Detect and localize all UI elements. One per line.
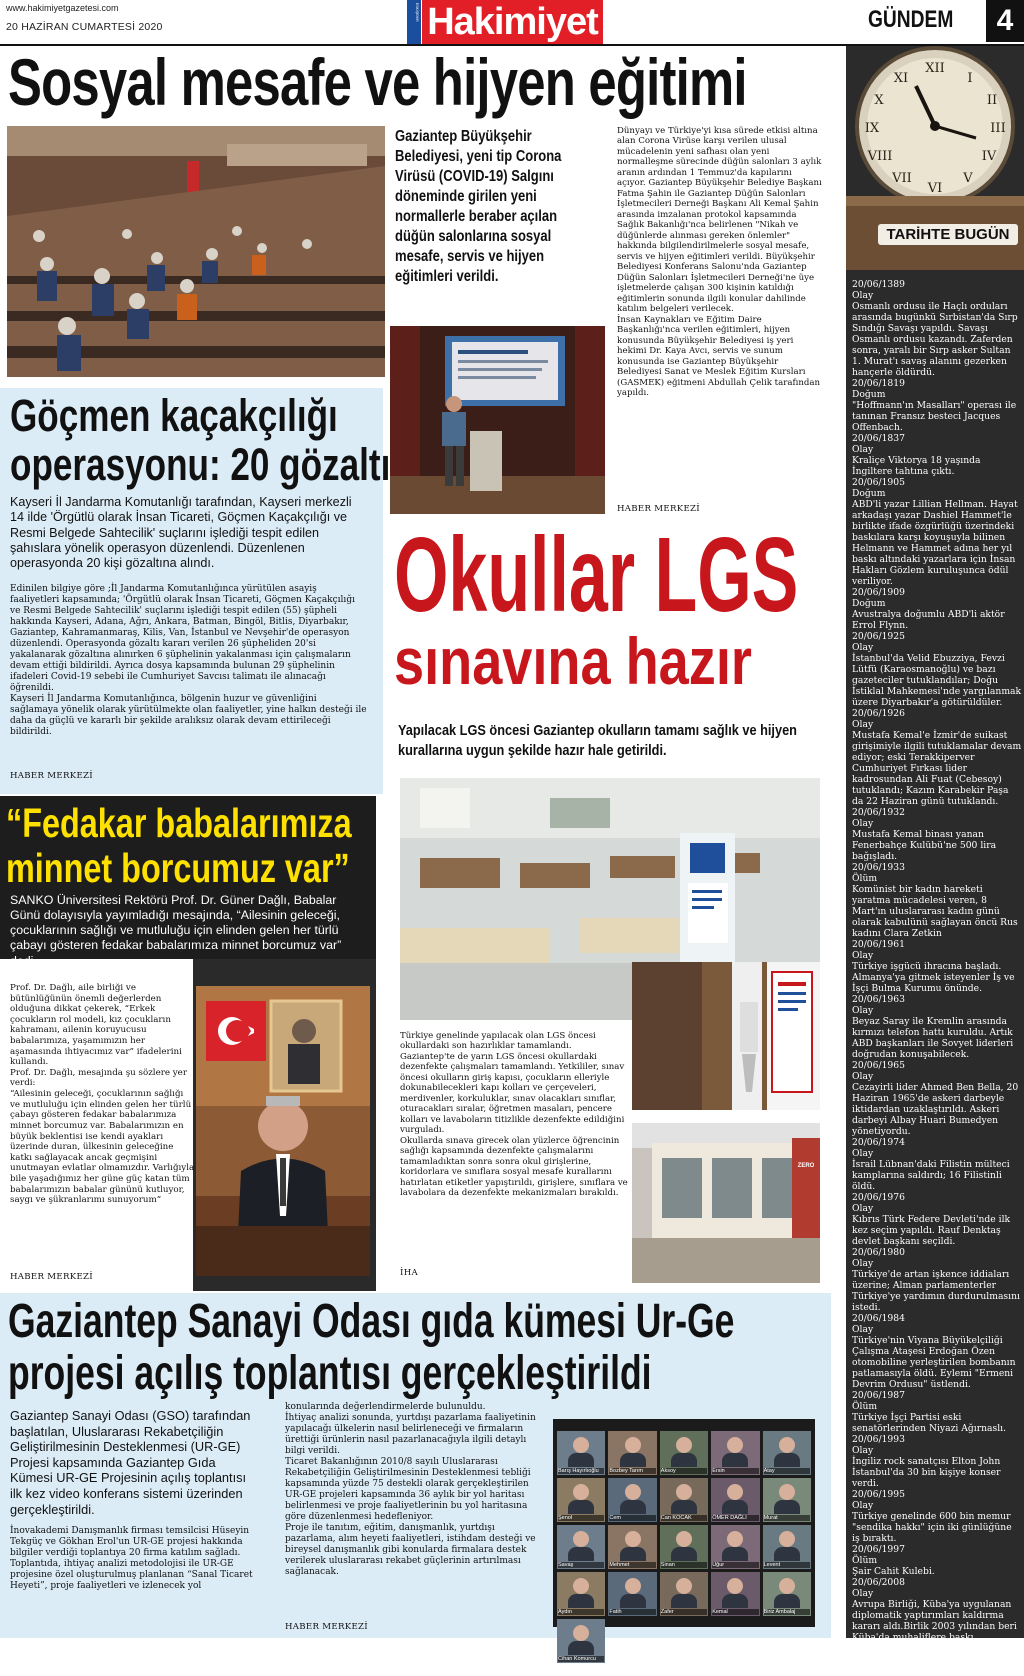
gso-body-left: İnovakademi Danışmanlık firması temsilcisi Hüseyin Tekgüç ve Gökhan Erol'un UR-GE projesi hakkında bilgiler verdiği toplantıya 20 firma katılım sağladı. Toplantıda, ihtiyaç analizi metodolojisi ile UR-GE projesine özel oluşturulmuş planlanan “Sanal Ticaret Heyeti”, proje faaliyetleri ve izlenecek yol bbox=[10, 1526, 253, 1591]
participant-body bbox=[774, 1453, 800, 1467]
history-entry-date: 20/06/1995 bbox=[852, 1489, 905, 1500]
logo-small-text: ESKİŞEHİR bbox=[415, 3, 419, 22]
sosyal-headline: Sosyal mesafe ve hijyen eğitimi bbox=[8, 45, 747, 119]
participant-name: Murat bbox=[764, 1515, 810, 1521]
gocmen-headline-1: Göçmen kaçakçılığı bbox=[10, 390, 338, 441]
history-entry-text: Türkiye işgücü ihracına başladı. Almanya'ya gitmek isteyenler İş ve İşçi Bulma Kurumu önünde. bbox=[852, 961, 1015, 994]
history-entry bbox=[852, 631, 1022, 708]
participant-body bbox=[620, 1594, 646, 1608]
participant-avatar bbox=[573, 1625, 589, 1641]
history-entry bbox=[852, 1192, 1022, 1247]
history-entry-type: Olay bbox=[852, 290, 874, 301]
history-entry-type: Olay bbox=[852, 1258, 874, 1269]
participant-avatar bbox=[573, 1578, 589, 1594]
logo-wordmark: Hakimiyet bbox=[422, 0, 603, 44]
history-entry bbox=[852, 279, 1022, 378]
history-entry-text: Türkiye genelinde 600 bin memur "sendika hakkı" için iki günlüğüne iş bıraktı. bbox=[852, 1511, 1012, 1544]
history-entry-text: İsrail Lübnan'daki Filistin mülteci kamplarına saldırdı; 16 Filistinli öldü. bbox=[852, 1159, 1010, 1192]
svg-text:I: I bbox=[967, 71, 973, 86]
masthead-logo bbox=[407, 0, 603, 44]
participant-name: Levent bbox=[764, 1562, 810, 1568]
history-entry-date: 20/06/1819 bbox=[852, 378, 905, 389]
svg-text:XII: XII bbox=[925, 61, 945, 76]
participant-name: Bozbey Tarım bbox=[609, 1468, 655, 1474]
participant-name: Aydın bbox=[558, 1609, 604, 1615]
participant-body bbox=[620, 1500, 646, 1514]
history-entry bbox=[852, 1247, 1022, 1313]
participant-body bbox=[568, 1594, 594, 1608]
history-entry-text: Cezayirli lider Ahmed Ben Bella, 20 Haziran 1965'de askeri darbeyle iktidardan uzaklaştırıldı. Askeri darbeyi Albay Huari Bumedyen yönetiyordu. bbox=[852, 1082, 1019, 1137]
history-entry bbox=[852, 708, 1022, 807]
sanitizer-illustration bbox=[632, 962, 820, 1110]
history-entry-text: Osmanlı ordusu ile Haçlı orduları arasında bugünkü Sırbistan'da Sırp Sındığı Savaşı yapıldı. Savaşı Osmanlı ordusu kazandı. Zaferden sonra, yaralı bir Sırp asker Sultan 1. Murat'ı savaş alanını gezerken hançerle öldürdü. bbox=[852, 301, 1018, 378]
participant-body bbox=[774, 1500, 800, 1514]
participant-name: Şenol bbox=[558, 1515, 604, 1521]
participant-avatar bbox=[779, 1578, 795, 1594]
entrance-sign-text: ZERO bbox=[797, 1163, 815, 1169]
history-entry-type: Olay bbox=[852, 950, 874, 961]
video-tile bbox=[763, 1572, 811, 1616]
history-entry-type: Olay bbox=[852, 444, 874, 455]
history-entry-date: 20/06/1997 bbox=[852, 1544, 905, 1555]
participant-name: Aksoy bbox=[661, 1468, 707, 1474]
sosyal-byline: HABER MERKEZİ bbox=[617, 504, 700, 514]
participant-body bbox=[671, 1500, 697, 1514]
history-entry-text: Beyaz Saray ile Kremlin arasında kırmızı telefon hattı kuruldu. Artık ABD başkanları ile Sovyet liderleri doğrudan konuşabilecek. bbox=[852, 1016, 1014, 1060]
participant-name: Kemal bbox=[712, 1609, 758, 1615]
history-entry bbox=[852, 1137, 1022, 1192]
lgs-headline-1: Okullar LGS bbox=[394, 516, 799, 634]
history-entry-date: 20/06/1984 bbox=[852, 1313, 905, 1324]
history-entry-text: Avrupa Birliği, Küba'ya uygulanan diplomatik yaptırımları kaldırma kararı aldı.Birlik 2003 yılından beri Küba'da muhaliflere baskı uygulandığı gerekçesiyle Küba'ya ekonomik ve siyasi yaptırım uyguluyordu. bbox=[852, 1599, 1017, 1676]
participant-body bbox=[722, 1547, 748, 1561]
gocmen-lead: Kayseri İl Jandarma Komutanlığı tarafından, Kayseri merkezli 14 ilde 'Örgütlü olarak İnsan Ticareti, Göçmen Kaçakçılığı ve Resmi Belgede Sahtecilik' suçlarını işlediği tespit edilen şahıslara yönelik operasyon düzenlendi. Düzenlenen operasyonda 20 kişi gözaltına alındı. bbox=[10, 495, 352, 571]
participant-avatar bbox=[573, 1437, 589, 1453]
page-number: 4 bbox=[986, 0, 1024, 42]
history-entry-date: 20/06/1976 bbox=[852, 1192, 905, 1203]
history-entry bbox=[852, 1060, 1022, 1137]
history-entry bbox=[852, 1544, 1022, 1577]
participant-name: Fatih bbox=[609, 1609, 655, 1615]
svg-text:VIII: VIII bbox=[867, 149, 893, 164]
history-entry-text: Şair Cahit Kulebi. bbox=[852, 1566, 935, 1577]
svg-text:VII: VII bbox=[892, 171, 912, 186]
history-entry bbox=[852, 587, 1022, 631]
entrance-illustration bbox=[632, 1123, 820, 1283]
participant-name: Savaş bbox=[558, 1562, 604, 1568]
participant-name: Cihan Komurcu bbox=[558, 1656, 604, 1662]
svg-text:VI: VI bbox=[927, 181, 943, 196]
video-tile bbox=[711, 1525, 759, 1569]
participant-body bbox=[722, 1453, 748, 1467]
history-entry bbox=[852, 433, 1022, 477]
fedakar-headline-1: “Fedakar babalarımıza bbox=[6, 800, 352, 846]
history-entry-date: 20/06/1987 bbox=[852, 1390, 905, 1401]
history-entry-date: 20/06/1389 bbox=[852, 279, 905, 290]
participant-body bbox=[722, 1500, 748, 1514]
history-entry bbox=[852, 1434, 1022, 1489]
participant-avatar bbox=[779, 1437, 795, 1453]
participant-avatar bbox=[727, 1531, 743, 1547]
history-entry-type: Olay bbox=[852, 1148, 874, 1159]
fedakar-body: Prof. Dr. Dağlı, aile birliği ve bütünlüğünün önemli değerlerden olduğuna dikkat çekerek, “Erkek çocukların rol modeli, kız çocukların kahramanı, ailenin koruyucusu babalarımıza, yaşamımızın her aşamasında ihtiyacımız var” ifadelerini kullandı. Prof. Dr. Dağlı, mesajında şu sözlere yer verdi: “Ailesinin geleceği, çocuklarının sağlığı ve mutluluğu için elinden gelen her türlü çabayı gösteren fedakar babalarımıza minnet borcumuz var. Babalarımızın en büyük beklentisi ise kendi ayakları üzerinde duran, ülkesinin geleceğine katkı sağlayacak ancak geçmişini unutmayan evlatlar olmamızdır. Varlığıyla bile yaşadığımız her güne güç katan tüm babalarımızın babalar gününü kutluyor, saygı ve şükranlarımı sunuyorum” bbox=[10, 983, 195, 1206]
video-tile bbox=[763, 1478, 811, 1522]
participant-body bbox=[568, 1641, 594, 1655]
participant-name: ÖMER DAĞLI bbox=[712, 1515, 758, 1521]
video-tile bbox=[763, 1431, 811, 1475]
history-entry-text: İngiliz rock sanatçısı Elton John İstanbul'da 30 bin kişiye konser verdi. bbox=[852, 1456, 1001, 1489]
history-entry bbox=[852, 994, 1022, 1060]
history-entry-date: 20/06/1980 bbox=[852, 1247, 905, 1258]
video-conference-grid bbox=[557, 1431, 811, 1662]
svg-text:III: III bbox=[990, 121, 1006, 136]
video-tile bbox=[608, 1525, 656, 1569]
participant-body bbox=[620, 1453, 646, 1467]
history-entry-text: Kraliçe Viktorya 18 yaşında İngiltere tahtına çıktı. bbox=[852, 455, 981, 477]
sosyal-body: Dünyayı ve Türkiye'yi kısa sürede etkisi altına alan Corona Virüse karşı verilen ulusal mücadelenin yeni safhası olan yeni normalleşme sürecinde düğün salonları 3 aylık aranın ardından 1 Temmuz'da kapılarını açıyor. Gaziantep Büyükşehir Belediye Başkanı Fatma Şahin ile Gaziantep Düğün Salonları İşletmecileri Derneği Başkanı Ali Kemal Şahin arasında imzalanan protokol kapsamında Sağlık Bakanlığı'nca belirlenen "Nikah ve düğünlerde alınması gereken önlemler" hakkında bilgilendirilmelerle sosyal mesafe, servis ve hijyen eğitimleri verildi. Büyükşehir Belediyesi Konferans Salonu'nda Gaziantep Düğün Salonları İşletmecileri Derneği'ne üye işletmelerde çalışan 300 kişinin katıldığı eğitimlerin sonunda ilgili konular dahilinde katılım belgeleri verilecek. İnsan Kaynakları ve Eğitim Daire Başkanlığı'nca verilen eğitimleri, hijyen konusunda Büyükşehir Belediyesi iş yeri hekimi Dr. Kaya Avcı, servis ve sunum konusunda ise Gaziantep Büyükşehir Belediyesi Sanat ve Meslek Eğitim Kursları (GASMEK) eğitmeni Abdullah Çelik tarafından yapıldı. bbox=[617, 126, 822, 399]
lgs-body: Türkiye genelinde yapılacak olan LGS öncesi okullardaki son hazırlıklar tamamlandı. Gaziantep'te de yarın LGS öncesi okullardaki dezenfekte çalışmaları tamamlandı. Yetkililer, sınav öncesi okulların giriş kapısı, çocukların elleriyle dokunabilecekleri kapı kolları ve çerçeveleri, merdivenler, korkuluklar, sınav olacakları sınıflar, oturacakları sıralar, öğretmen masaları, pencere kolları ve lavaboların titizlikle dezenfekte edildiğini vurguladı. Okullarda sınava girecek olan yüzlerce öğrencinin sağlığı kapsamında dezenfekte çalışmalarını tamamladıktan sonra sonra okul girişlerine, koridorlara ve sınıflara sosyal mesafe kurallarını hatırlatan etiketler yapıştırıldı, girişlere, sınıflara ve lavabolara da dezenfekte mekanizmaları bırakıldı. bbox=[400, 1031, 628, 1199]
history-entry bbox=[852, 1577, 1022, 1676]
participant-avatar bbox=[727, 1484, 743, 1500]
history-entry-type: Doğum bbox=[852, 488, 886, 499]
section-label: GÜNDEM bbox=[868, 6, 954, 33]
participant-avatar bbox=[676, 1484, 692, 1500]
participant-body bbox=[568, 1547, 594, 1561]
history-entry-date: 20/06/1925 bbox=[852, 631, 905, 642]
video-conference-photo bbox=[553, 1419, 815, 1662]
video-tile bbox=[557, 1572, 605, 1616]
video-tile bbox=[557, 1525, 605, 1569]
gocmen-byline: HABER MERKEZİ bbox=[10, 771, 93, 781]
history-entry-date: 20/06/1837 bbox=[852, 433, 905, 444]
gso-body-right: konularında değerlendirmelerde bulunuldu. İhtiyaç analizi sonunda, yurtdışı pazarlama faaliyetinin yapılacağı ülkelerin nasıl belirleneceği ve firmaların ürettiği ürünlerin nasıl pazarlanacağıyla ilgili detaylı bilgi verildi. Ticaret Bakanlığının 2010/8 sayılı Uluslararası Rekabetçiliğin Geliştirilmesinin Desteklenmesi tebliği kapsamında yüzde 75 destekli olarak gerçekleştirilen UR-GE projeleri kapsamında 36 aylık bir yol haritası belirlenmesi ve proje faaliyetlerinin bu yol haritasına göre düzenlenmesi hedefleniyor. Proje ile tanıtım, eğitim, danışmanlık, yurtdışı pazarlama, alım heyeti faaliyetleri, istihdam desteği ve bireysel danışmanlık gibi konularda firmalara destek verilerek uluslararası rekabet güçlerinin artırılması sağlanacak. bbox=[285, 1402, 536, 1577]
participant-body bbox=[774, 1547, 800, 1561]
history-entry-text: Türkiye'de artan işkence iddiaları üzerine; Alman parlamenterler Türkiye'ye yardımın durdurulmasını istedi. bbox=[852, 1269, 1020, 1313]
gocmen-body: Edinilen bilgiye göre ;İl Jandarma Komutanlığınca yürütülen asayiş faaliyetleri kapsamında; 'Örgütlü olarak İnsan Ticareti, Göçmen Kaçakçılığı ve Resmi Belgede Sahtecilik' suçlarını işlediği tespit edilen (55) şüpheli hakkında Kayseri, Adana, Ağrı, Ankara, Batman, Bingöl, Bitlis, Diyarbakır, Gaziantep, Kahramanmaraş, Kilis, Van, İstanbul ve Nevşehir'de operasyon düzenlendi. Operasyonda gözaltı kararı verilen 26 şüpheliden 20'si yakalanarak gözaltına alınırken 6 şüphelinin yakalanması için çalışmaların devam ettiği bildirildi. Ayrıca dosya kapsamında bulunan 29 şüphelinin ifadeleri Covid-19 sebebi ile Cumhuriyet Savcısı talimatı ile alınacağı öğrenildi. Kayseri İl Jandarma Komutanlığınca, bölgenin huzur ve güvenliğini sağlamaya yönelik olarak yürütülmekte olan faaliyetler, yine halkın desteği ile daha da güçlü ve kararlı bir şekilde aralıksız olarak devam ettirileceği bildirildi. bbox=[10, 584, 367, 737]
history-entry-type: Ölüm bbox=[852, 1555, 878, 1566]
history-entry-type: Doğum bbox=[852, 389, 886, 400]
history-entry-text: "Hoffmann'ın Masalları" operası ile tanınan Fransız besteci Jacques Offenbach. bbox=[852, 400, 1017, 433]
participant-name: Can KOCAK bbox=[661, 1515, 707, 1521]
svg-text:IV: IV bbox=[981, 149, 997, 164]
participant-avatar bbox=[625, 1578, 641, 1594]
video-tile bbox=[608, 1478, 656, 1522]
svg-text:IX: IX bbox=[864, 121, 880, 136]
history-entry-date: 20/06/1926 bbox=[852, 708, 905, 719]
participant-avatar bbox=[625, 1437, 641, 1453]
lgs-byline: İHA bbox=[400, 1268, 418, 1278]
hand-sanitizer-photo bbox=[632, 962, 820, 1110]
participant-body bbox=[620, 1547, 646, 1561]
participant-body bbox=[568, 1453, 594, 1467]
history-entry bbox=[852, 1489, 1022, 1544]
participant-avatar bbox=[727, 1437, 743, 1453]
history-entry-date: 20/06/1909 bbox=[852, 587, 905, 598]
history-entry-type: Olay bbox=[852, 1005, 874, 1016]
history-entry-date: 20/06/1993 bbox=[852, 1434, 905, 1445]
participant-name: Biriz Ambalaj bbox=[764, 1609, 810, 1615]
participant-avatar bbox=[625, 1531, 641, 1547]
video-tile bbox=[660, 1525, 708, 1569]
history-entry-type: Olay bbox=[852, 818, 874, 829]
history-entry bbox=[852, 378, 1022, 433]
history-entry-date: 20/06/1932 bbox=[852, 807, 905, 818]
participant-name: Uğur bbox=[712, 1562, 758, 1568]
participant-avatar bbox=[779, 1531, 795, 1547]
history-entry-text: Türkiye'nin Viyana Büyükelçiliği Çalışma Ataşesi Erdoğan Özen otomobiline yerleştirilen bombanın patlamasıyla öldü. Eylemi "Ermeni Devrim Ordusu" üstlendi. bbox=[852, 1335, 1016, 1390]
gso-byline: HABER MERKEZİ bbox=[285, 1622, 368, 1632]
video-tile bbox=[711, 1572, 759, 1616]
tarihte-bugun-label: TARİHTE BUGÜN bbox=[878, 224, 1018, 245]
participant-name: Cem bbox=[609, 1515, 655, 1521]
history-entry-date: 20/06/1905 bbox=[852, 477, 905, 488]
sosyal-deck: Gaziantep Büyükşehir Belediyesi, yeni tip Corona Virüsü (COVID-19) Salgını döneminde girilen yeni normallerle beraber açılan düğün salonlarına sosyal mesafe, servis ve hijyen eğitimleri verildi. bbox=[395, 128, 562, 285]
gso-headline-1: Gaziantep Sanayi Odası gıda kümesi Ur-Ge bbox=[8, 1295, 735, 1348]
history-entry-text: Mustafa Kemal binası yanan Fenerbahçe Kulübü'ne 500 lira bağışladı. bbox=[852, 829, 997, 862]
rector-illustration bbox=[196, 986, 370, 1276]
history-entry-date: 20/06/1961 bbox=[852, 939, 905, 950]
participant-avatar bbox=[625, 1484, 641, 1500]
participant-avatar bbox=[727, 1578, 743, 1594]
history-entry-date: 20/06/1963 bbox=[852, 994, 905, 1005]
history-entry-type: Olay bbox=[852, 1445, 874, 1456]
history-entry bbox=[852, 862, 1022, 939]
participant-name: Mehmet bbox=[609, 1562, 655, 1568]
participant-name: Atay bbox=[764, 1468, 810, 1474]
fedakar-byline: HABER MERKEZİ bbox=[10, 1272, 93, 1282]
participant-body bbox=[671, 1453, 697, 1467]
video-tile bbox=[608, 1431, 656, 1475]
participant-avatar bbox=[676, 1531, 692, 1547]
history-entry-text: Kıbrıs Türk Federe Devleti'nde ilk kez seçim yapıldı. Rauf Denktaş devlet başkanı seçildi. bbox=[852, 1214, 1011, 1247]
history-entry-text: ABD'li yazar Lillian Hellman. Hayat arkadaşı yazar Dashiel Hammet'le birlikte ifade özgürlüğü üzerindeki baskılara karşı koyuşuyla bilinen Helmann ve Hammet adına her yıl baskı altındaki yazarlara için İnsan Hakları Gözlem kuruluşunca ödül veriliyor. bbox=[852, 499, 1018, 587]
history-entry-type: Ölüm bbox=[852, 1401, 878, 1412]
video-tile bbox=[557, 1431, 605, 1475]
participant-body bbox=[568, 1500, 594, 1514]
svg-text:X: X bbox=[874, 93, 884, 108]
history-entry bbox=[852, 939, 1022, 994]
participant-avatar bbox=[779, 1484, 795, 1500]
school-entrance-photo bbox=[632, 1123, 820, 1283]
lgs-headline-2: sınavına hazır bbox=[394, 624, 752, 698]
svg-text:XI: XI bbox=[893, 71, 909, 86]
participant-avatar bbox=[676, 1578, 692, 1594]
history-entry-text: Türkiye İşçi Partisi eski senatörlerinden Niyazi Ağırnaslı. bbox=[852, 1412, 1007, 1434]
conference-hall-photo bbox=[7, 126, 385, 377]
participant-body bbox=[671, 1547, 697, 1561]
participant-name: Zafer bbox=[661, 1609, 707, 1615]
history-entry-text: Komünist bir kadın hareketi yaratma mücadelesi veren, 8 Mart'ın uluslararası kadın günü olarak kabulünü sağlayan öncü Rus kadını Clara Zetkin bbox=[852, 884, 1018, 939]
history-entry bbox=[852, 477, 1022, 587]
participant-body bbox=[774, 1594, 800, 1608]
history-entry-text: İstanbul'da Velid Ebuzziya, Fevzi Lütfü (Karaosmanoğlu) ve bazı gazeteciler tutuklandılar; Doğu İstiklal Mahkemesi'nde yargılanmak üzere Diyarbakır'a götürüldüler. bbox=[852, 653, 1022, 708]
history-entry-text: Avustralya doğumlu ABD'li aktör Errol Flynn. bbox=[852, 609, 1005, 631]
history-entry-date: 20/06/2008 bbox=[852, 1577, 905, 1588]
speaker-illustration bbox=[390, 326, 605, 514]
history-entry-date: 20/06/1933 bbox=[852, 862, 905, 873]
history-entry-type: Olay bbox=[852, 719, 874, 730]
fedakar-headline-2: minnet borcumuz var” bbox=[6, 845, 350, 891]
website-url[interactable]: www.hakimiyetgazetesi.com bbox=[6, 3, 119, 13]
rector-photo bbox=[196, 986, 370, 1276]
video-tile bbox=[660, 1478, 708, 1522]
history-entry-type: Olay bbox=[852, 642, 874, 653]
video-tile bbox=[608, 1572, 656, 1616]
gso-headline-2: projesi açılış toplantısı gerçekleştirildi bbox=[8, 1347, 652, 1400]
history-entry-type: Olay bbox=[852, 1588, 874, 1599]
participant-avatar bbox=[573, 1531, 589, 1547]
issue-date: 20 HAZİRAN CUMARTESİ 2020 bbox=[6, 21, 163, 33]
video-tile bbox=[557, 1478, 605, 1522]
history-entry-type: Doğum bbox=[852, 598, 886, 609]
video-tile bbox=[711, 1478, 759, 1522]
history-entry-type: Olay bbox=[852, 1071, 874, 1082]
video-tile bbox=[660, 1431, 708, 1475]
history-entry bbox=[852, 1313, 1022, 1390]
history-entry-text: Mustafa Kemal'e İzmir'de suikast girişimiyle ilgili tutuklamalar devam ediyor; eski Terakkiperver Cumhuriyet Fırkası lider kadrosundan Ali Fuat (Cebesoy) tutuklandı; Kazım Karabekir Paşa da 22 Haziran günü tutuklandı. bbox=[852, 730, 1022, 807]
history-entry-type: Ölüm bbox=[852, 873, 878, 884]
history-entry bbox=[852, 807, 1022, 862]
participant-name: Sinan bbox=[661, 1562, 707, 1568]
participant-avatar bbox=[676, 1437, 692, 1453]
history-entry-type: Olay bbox=[852, 1203, 874, 1214]
participant-avatar bbox=[573, 1484, 589, 1500]
history-entry-date: 20/06/1965 bbox=[852, 1060, 905, 1071]
video-tile bbox=[557, 1619, 605, 1663]
history-entry-type: Olay bbox=[852, 1500, 874, 1511]
participant-body bbox=[722, 1594, 748, 1608]
video-tile bbox=[711, 1431, 759, 1475]
fedakar-lead: SANKO Üniversitesi Rektörü Prof. Dr. Güner Dağlı, Babalar Günü dolayısıyla yayımladığı mesajında, “Ailesinin geleceği, çocuklarının sağlığı ve mutluluğu için elinden gelen her türlü çabayı gösteren fedakar babalarımıza minnet borcumuz var” bbox=[10, 893, 342, 953]
tarihte-bugun-list bbox=[852, 279, 1022, 1676]
speaker-photo bbox=[390, 326, 605, 514]
participant-name: Ersin bbox=[712, 1468, 758, 1474]
gso-lead: Gaziantep Sanayi Odası (GSO) tarafından başlatılan, Uluslararası Rekabetçiliğin Geliştirilmesinin Desteklenmesi (UR-GE) Projesi kapsamında Gaziantep Gıda Kümesi UR-GE Projesinin açılış toplantısı ilk kez video konferans sistemi üzerinden gerçekleştirildi. bbox=[10, 1408, 251, 1517]
participant-body bbox=[671, 1594, 697, 1608]
lgs-deck: Yapılacak LGS öncesi Gaziantep okulların tamamı sağlık ve hijyen kurallarına uygun şekilde hazır hale getirildi. bbox=[398, 722, 797, 759]
history-entry-date: 20/06/1974 bbox=[852, 1137, 905, 1148]
history-entry bbox=[852, 1390, 1022, 1434]
svg-text:V: V bbox=[963, 171, 973, 186]
history-entry-type: Olay bbox=[852, 1324, 874, 1335]
gocmen-headline-2: operasyonu: 20 gözaltı bbox=[10, 439, 391, 490]
video-tile bbox=[763, 1525, 811, 1569]
svg-text:II: II bbox=[986, 93, 998, 108]
video-tile bbox=[660, 1572, 708, 1616]
conference-hall-illustration bbox=[7, 126, 385, 377]
participant-name: Barış Hayırlıoğlu bbox=[558, 1468, 604, 1474]
